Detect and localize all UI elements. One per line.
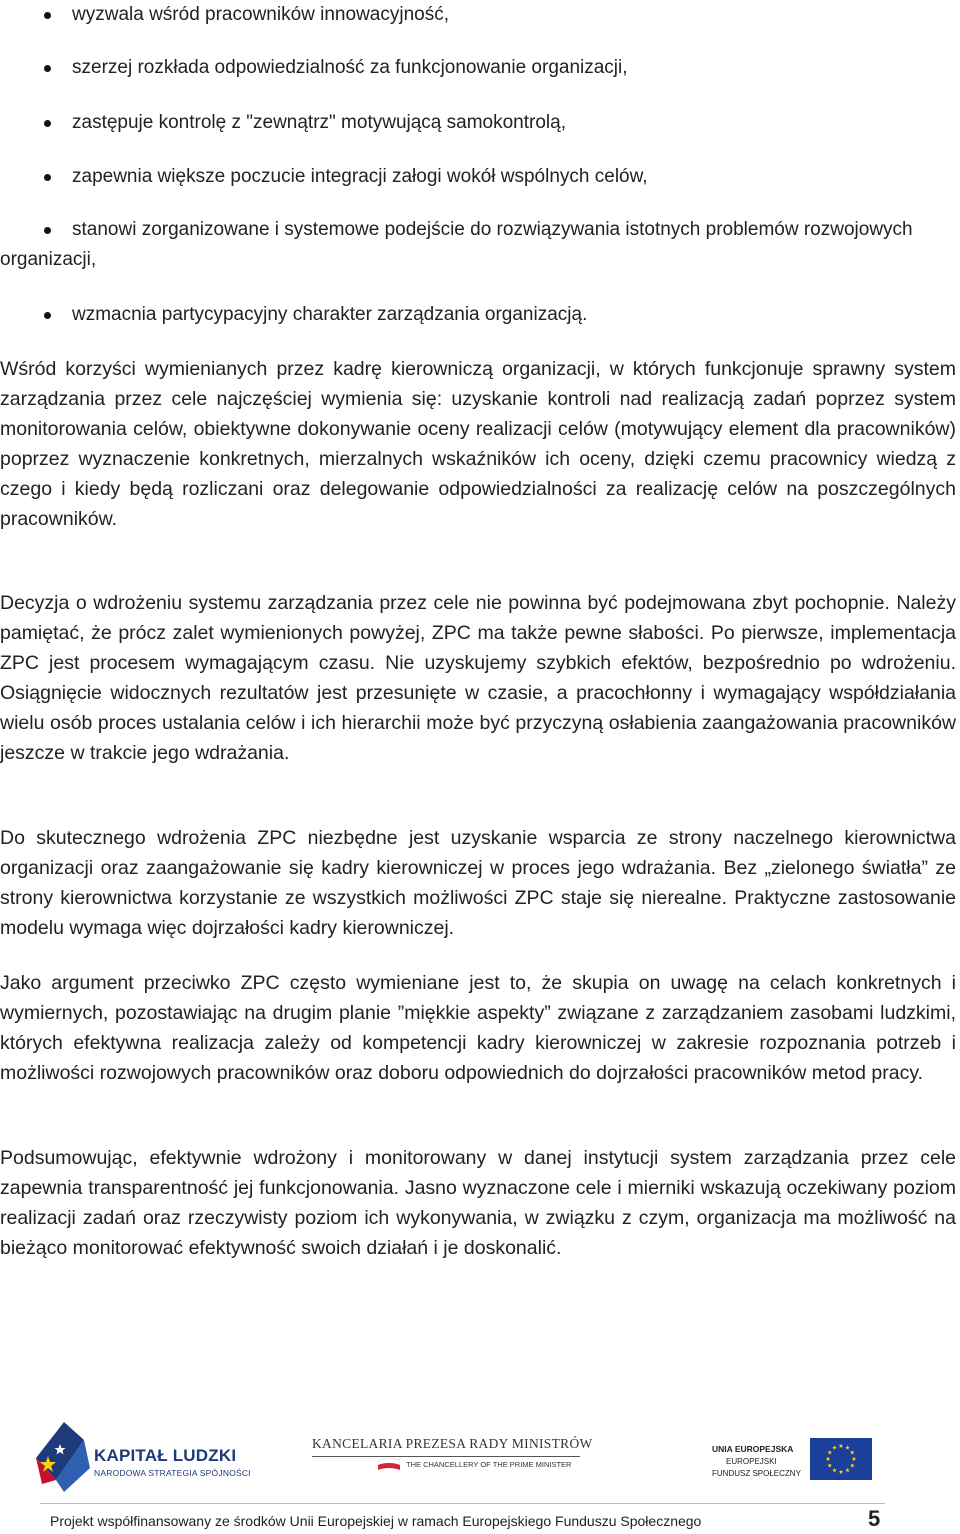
bullet-dot-icon <box>44 174 51 181</box>
list-item-text: zastępuje kontrolę z "zewnątrz" motywującą samokontrolą, <box>72 112 566 133</box>
body-paragraph: Jako argument przeciwko ZPC często wymieniane jest to, że skupia on uwagę na celach konkretnych i wymiernych, pozostawiając na drugim planie ”miękkie aspekty” związane z zarządzaniem zasobami ludzkimi, których efektywna realizacja zależy od kompetencji kadry kierowniczej w zakresie rozpoznania potrzeb i możliwości rozwojowych pracowników oraz doboru odpowiednich do dojrzałości pracowników metod pracy. <box>0 972 956 1084</box>
kapital-ludzki-title: KAPITAŁ LUDZKI <box>94 1446 237 1465</box>
eu-line-3: FUNDUSZ SPOŁECZNY <box>712 1469 801 1478</box>
body-paragraph: Podsumowując, efektywnie wdrożony i monitorowany w danej instytucji system zarządzania przez cele zapewnia transparentność jej funkcjonowania. Jasno wyznaczone cele i mierniki wskazują oczekiwany poziom realizacji zadań oraz rzeczywisty poziom ich wykonywania, w związku z czym, organizacja ma możliwość na bieżąco monitorować efektywność swoich działań i je doskonalić. <box>0 1147 956 1259</box>
list-item <box>0 162 955 192</box>
eu-line-2: EUROPEJSKI <box>726 1457 777 1466</box>
list-item <box>0 300 955 330</box>
page-number: 5 <box>868 1506 881 1531</box>
body-paragraph: Decyzja o wdrożeniu systemu zarządzania przez cele nie powinna być podejmowana zbyt pochopnie. Należy pamiętać, że prócz zalet wymienionych powyżej, ZPC ma także pewne słabości. Po pierwsze, implementacja ZPC jest procesem wymagającym czasu. Nie uzyskujemy szybkich efektów, bezpośrednio po wdrożeniu. Osiągnięcie widocznych rezultatów jest przesunięte w czasie, a pracochłonny i wymagający współdziałania wielu osób proces ustalania celów i ich hierarchii może być przyczyną osłabienia zaangażowania pracowników jeszcze w trakcie jego wdrażania. <box>0 592 956 764</box>
kapital-ludzki-subtitle: NARODOWA STRATEGIA SPÓJNOŚCI <box>94 1468 251 1478</box>
list-item-text: wzmacnia partycypacyjny charakter zarządzania organizacją. <box>72 304 588 325</box>
list-item-text: szerzej rozkłada odpowiedzialność za funkcjonowanie organizacji, <box>72 57 628 78</box>
list-item-text: wyzwala wśród pracowników innowacyjność, <box>72 4 449 25</box>
bullet-dot-icon <box>44 227 51 234</box>
kprm-title: KANCELARIA PREZESA RADY MINISTRÓW <box>312 1436 593 1451</box>
kprm-divider <box>312 1456 580 1457</box>
kapital-ludzki-emblem-icon <box>34 1418 92 1496</box>
bullet-dot-icon <box>44 12 51 19</box>
footer-logos <box>0 1410 960 1500</box>
eu-flag-icon <box>810 1438 872 1480</box>
list-item <box>0 108 955 138</box>
list-item <box>0 53 955 83</box>
kapital-ludzki-logo <box>34 1418 264 1498</box>
body-paragraph: Do skutecznego wdrożenia ZPC niezbędne jest uzyskanie wsparcia ze strony naczelnego kierownictwa organizacji oraz zaangażowanie się kadry kierowniczej w proces jego wdrażania. Bez „zielonego światła” ze strony kierownictwa korzystanie ze wszystkich możliwości ZPC staje się nierealne. Praktyczne zastosowanie modelu wymaga więc dojrzałości kadry kierowniczej. <box>0 827 956 939</box>
list-item-text: stanowi zorganizowane i systemowe podejście do rozwiązywania istotnych problemów rozwojowych organizacji, <box>0 219 913 270</box>
polish-flag-icon <box>378 1458 400 1472</box>
footer-funding-note: Projekt współfinansowany ze środków Unii Europejskiej w ramach Europejskiego Funduszu Społecznego <box>50 1513 702 1529</box>
footer-divider <box>40 1503 885 1504</box>
list-item-text: zapewnia większe poczucie integracji załogi wokół wspólnych celów, <box>72 166 648 187</box>
list-item <box>0 215 955 275</box>
body-paragraph: Wśród korzyści wymienianych przez kadrę kierowniczą organizacji, w których funkcjonuje sprawny system zarządzania przez cele najczęściej wymienia się: uzyskanie kontroli nad realizacją zadań poprzez system monitorowania celów, obiektywne dokonywanie oceny realizacji celów (motywujący element dla pracowników) poprzez wyznaczenie konkretnych, mierzalnych wskaźników ich oceny, dzięki czemu pracownicy wiedzą z czego i kiedy będą rozliczani oraz delegowanie odpowiedzialności za realizację celów na poszczególnych pracowników. <box>0 358 956 530</box>
bullet-dot-icon <box>44 120 51 127</box>
kprm-logo <box>308 1436 598 1486</box>
bullet-dot-icon <box>44 65 51 72</box>
eu-line-1: UNIA EUROPEJSKA <box>712 1444 794 1454</box>
kprm-subtitle: THE CHANCELLERY OF THE PRIME MINISTER <box>406 1460 572 1469</box>
bullet-dot-icon <box>44 312 51 319</box>
list-item <box>0 0 955 30</box>
eu-esf-logo <box>712 1444 872 1494</box>
